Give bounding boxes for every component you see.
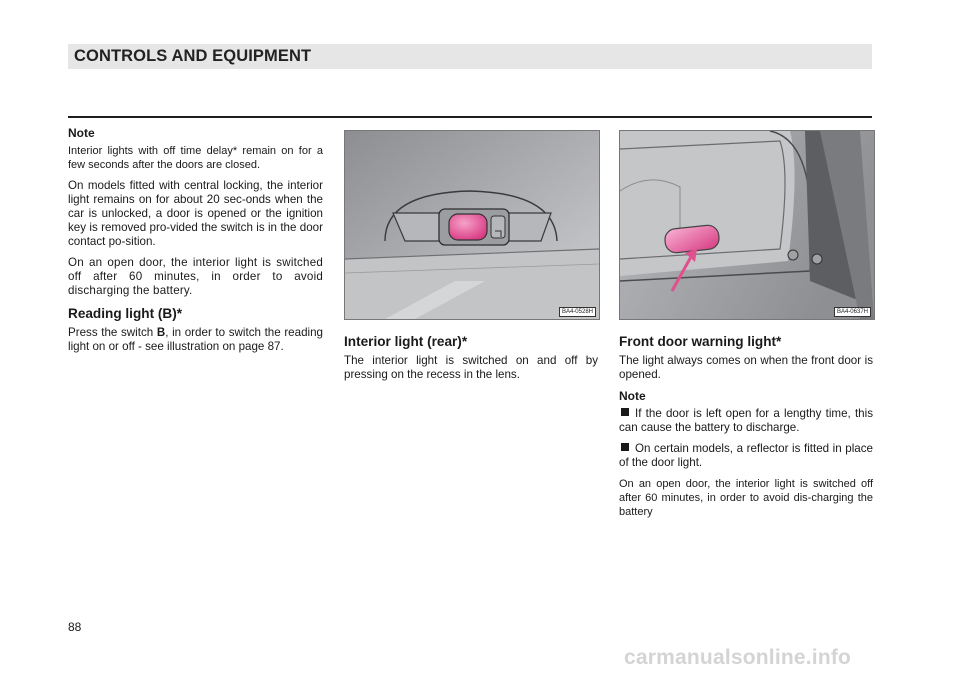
bullet-square-icon	[621, 408, 629, 416]
door-warning-heading: Front door warning light*	[619, 334, 782, 349]
note-bullet-2: On certain models, a reflector is fitted in place of the door light.	[619, 442, 873, 469]
section-header-bar	[68, 44, 872, 69]
figure-code: BA4-0528H	[559, 307, 596, 317]
note-paragraph-1: Interior lights with off time delay* remain on for a few seconds after the doors are closed.	[68, 145, 323, 171]
figure-door-warning-light	[619, 130, 875, 320]
note-bullet-1: If the door is left open for a lengthy time, this can cause the battery to discharge.	[619, 407, 873, 434]
interior-light-rear-heading: Interior light (rear)*	[344, 334, 468, 349]
section-title: CONTROLS AND EQUIPMENT	[74, 47, 312, 65]
bullet-square-icon	[621, 443, 629, 451]
note-paragraph-3: On an open door, the interior light is switched off after 60 minutes, in order to avoid discharging the battery.	[68, 256, 323, 297]
page-number: 88	[68, 620, 82, 634]
note-title: Note	[68, 126, 95, 140]
interior-light-rear-body: The interior light is switched on and off by pressing on the recess in the lens.	[344, 354, 598, 381]
note-title: Note	[619, 389, 646, 403]
figure-interior-light-rear	[344, 130, 600, 320]
reading-light-body: Press the switch B, in order to switch the reading light on or off - see illustration on page 87.	[68, 326, 323, 353]
watermark: carmanualsonline.info	[624, 646, 852, 669]
note-paragraph-2: On models fitted with central locking, the interior light remains on for about 20 sec-onds when the car is unlocked, a door is opened or the ignition key is removed pro-vided the switch is in the door contact po-sition.	[68, 179, 323, 248]
horizontal-rule	[68, 116, 872, 118]
column-left	[68, 126, 323, 361]
column-middle	[344, 326, 598, 389]
door-warning-body: The light always comes on when the front door is opened.	[619, 354, 873, 381]
column-right	[619, 326, 873, 526]
figure-code: BA4-0637H	[834, 307, 871, 317]
reading-light-heading: Reading light (B)*	[68, 306, 183, 321]
note-closing: On an open door, the interior light is switched off after 60 minutes, in order to avoid dis-charging the battery	[619, 478, 873, 518]
